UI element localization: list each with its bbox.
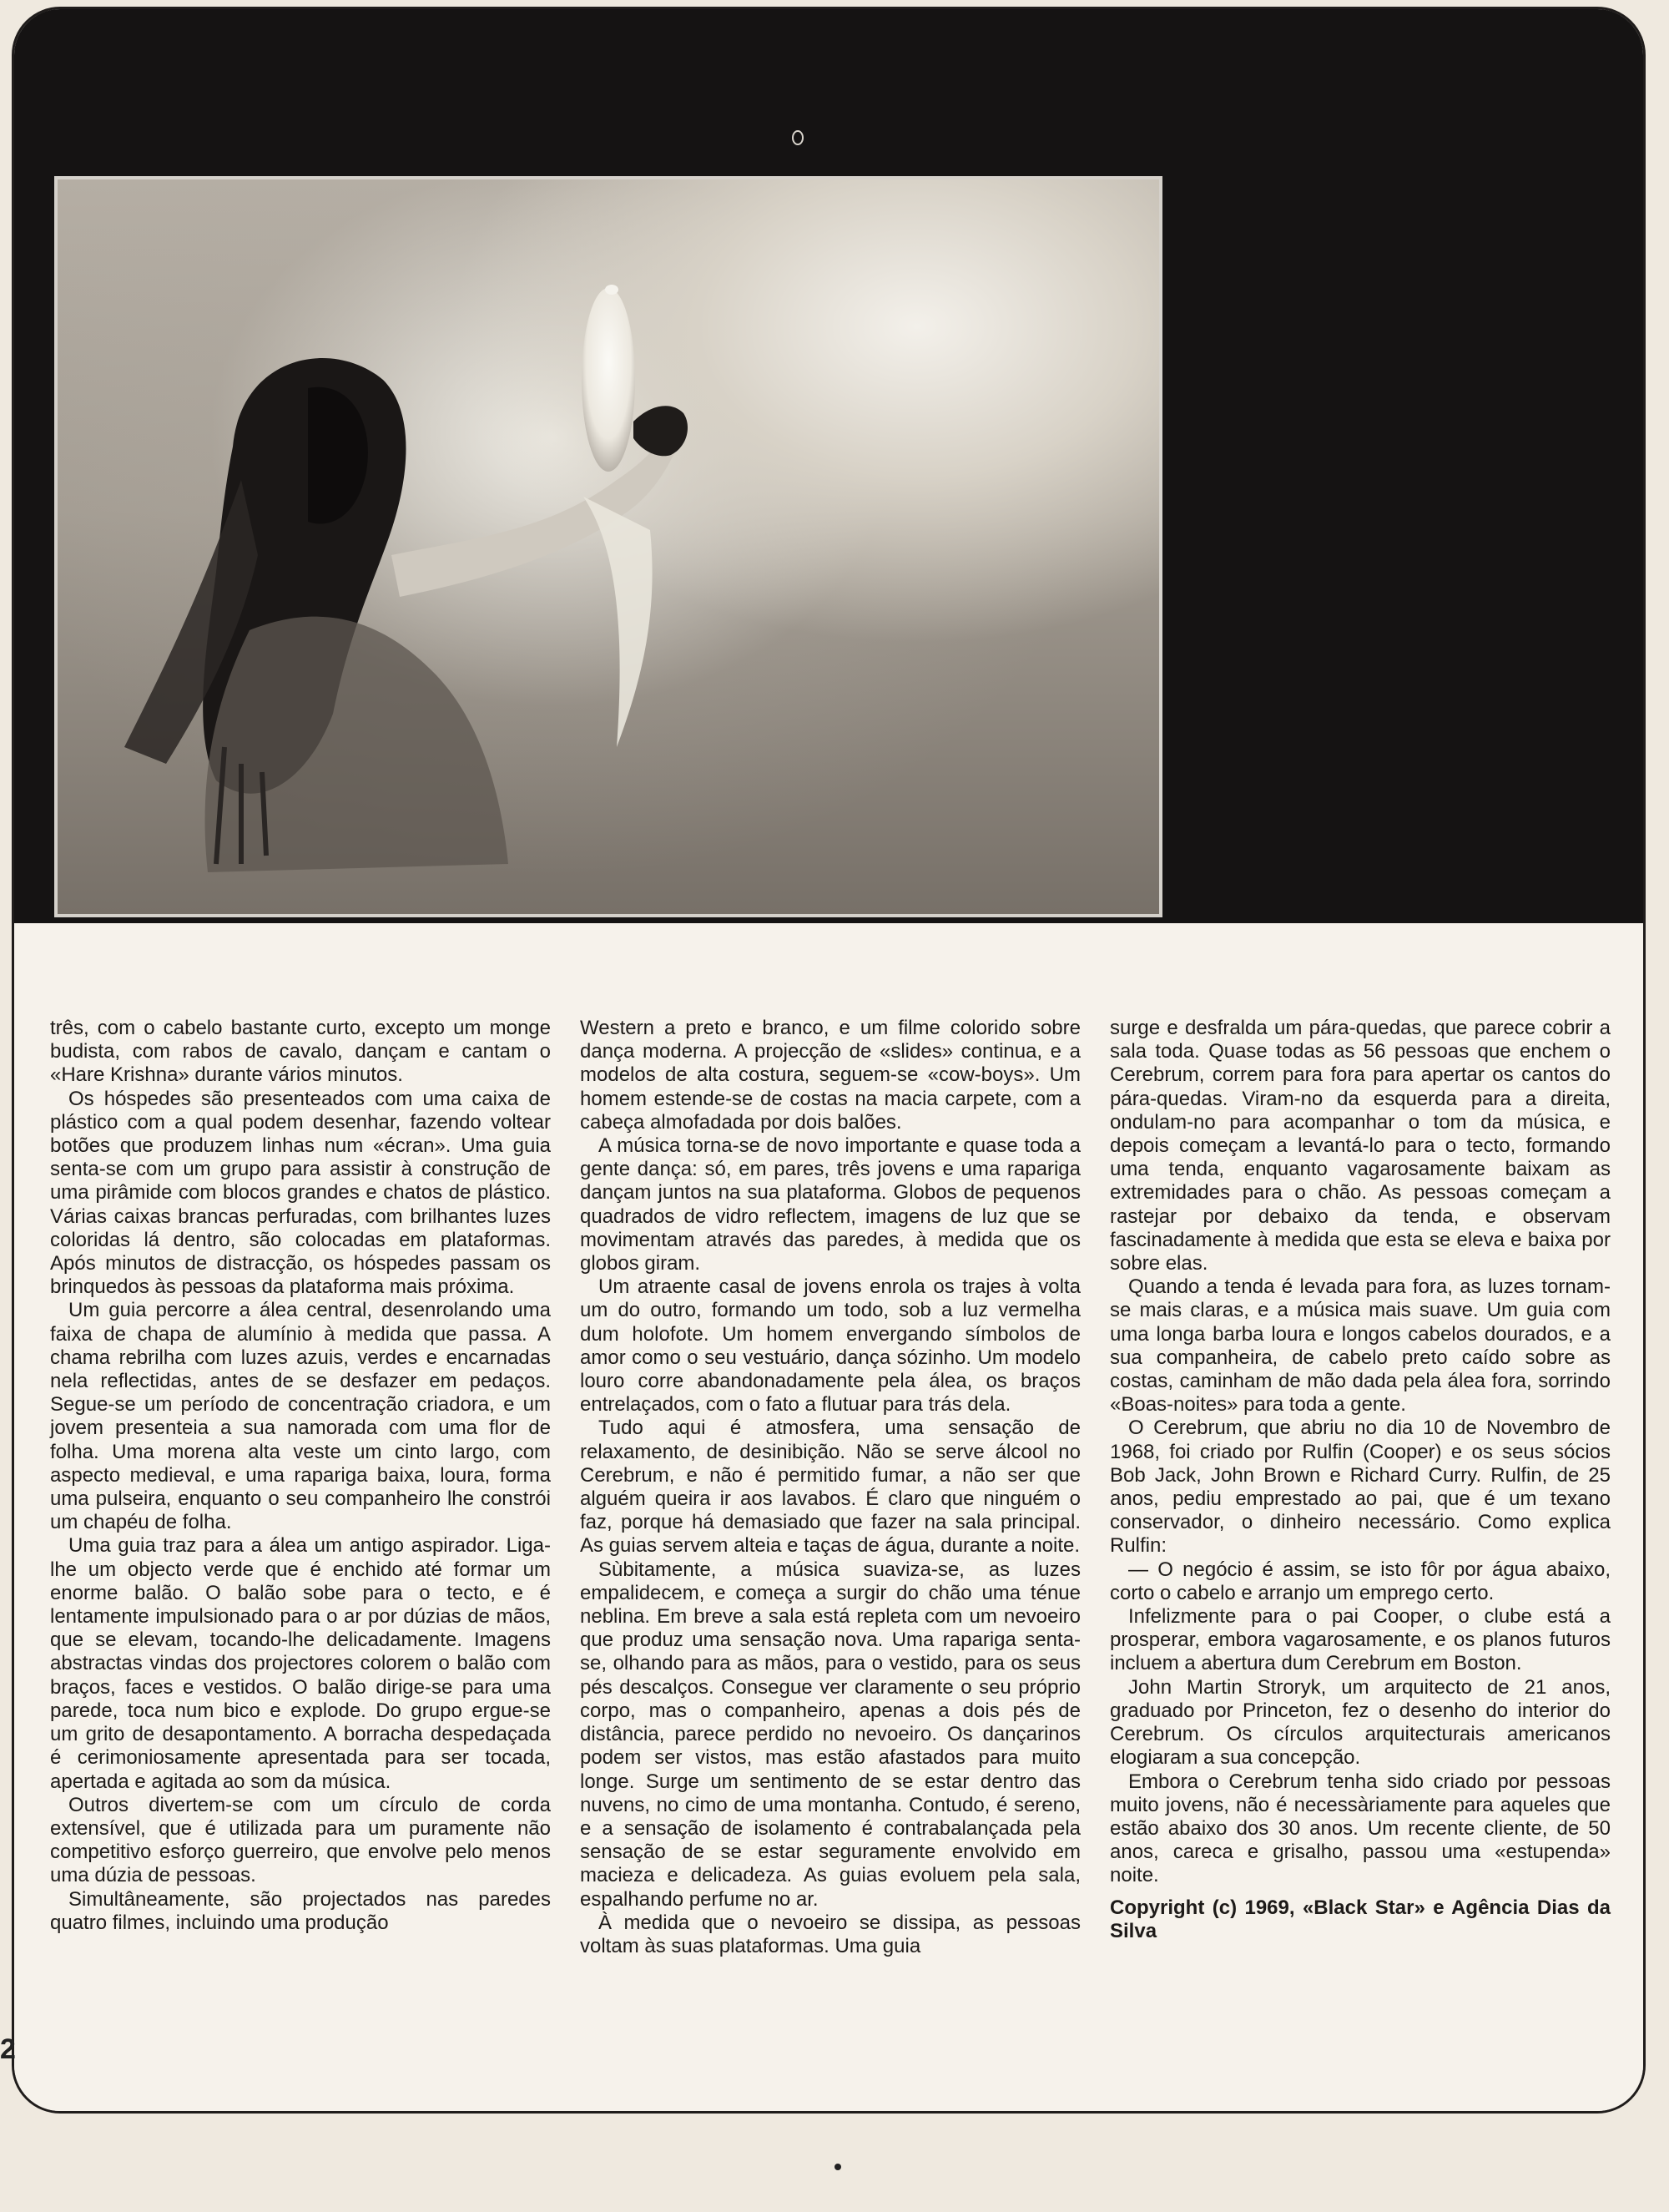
paragraph: Sùbitamente, a música suaviza-se, as luzes empalidecem, e começa a surgir do chão uma ténue neblina. Em breve a sala está repleta com um nevoeiro que produz uma sensação nova. Uma rapariga senta-se, olhando para as mãos, para o vestido, para os seus pés descalços. Consegue ver claramente o seu próprio corpo, mas o companheiro, apenas a dois pés de distância, parece perdido no nevoeiro. Os dançarinos podem ser vistos, mas estão afastados para muito longe. Surge um sentimento de se estar dentro das nuvens, no cimo de uma montanha. Contudo, é sereno, e a sensação de isolamento é contrabalançada pela sensação de se estar seguramente envolvido em macieza e delicadeza. As guias evoluem pela sala, espalhando perfume no ar. — [580, 1558, 1081, 1911]
paragraph: Western a preto e branco, e um filme colorido sobre dança moderna. A projecção de «slides» continua, e a modelos de alta costura, seguem-se «cow-boys». Um homem estende-se de costas na macia carpete, com a cabeça almofadada por dois balões. — [580, 1017, 1081, 1134]
decorative-dot — [792, 130, 804, 145]
paragraph: À medida que o nevoeiro se dissipa, as pessoas voltam às suas plataformas. Uma guia — [580, 1911, 1081, 1957]
paragraph: A música torna-se de novo importante e quase toda a gente dança: só, em pares, três jovens e uma rapariga dançam juntos na sua plataforma. Globos de pequenos quadrados de vidro reflectem, imagens de luz que se movimentam através das paredes, à medida que os globos giram. — [580, 1134, 1081, 1275]
article-photo — [54, 176, 1162, 917]
decorative-dot-bottom — [834, 2164, 841, 2170]
paragraph: John Martin Stroryk, um arquitecto de 21 anos, graduado por Princeton, fez o desenho do interior do Cerebrum. Os círculos arquitecturais americanos elogiaram a sua concepção. — [1110, 1675, 1611, 1770]
paragraph: três, com o cabelo bastante curto, excepto um monge budista, com rabos de cavalo, dançam e cantam o «Hare Krishna» durante vários minutos. — [50, 1017, 551, 1087]
paragraph: Um atraente casal de jovens enrola os trajes à volta um do outro, formando um todo, sob a luz vermelha dum holofote. Um homem envergando símbolos de amor como o seu vestuário, dança sózinho. Um modelo louro corre abandonadamente pela álea, os braços entrelaçados, com o fato a flutuar para trás dela. — [580, 1275, 1081, 1417]
paragraph: — O negócio é assim, se isto fôr por água abaixo, corto o cabelo e arranjo um emprego certo. — [1110, 1558, 1611, 1604]
paragraph: Os hóspedes são presenteados com uma caixa de plástico com a qual podem desenhar, fazendo voltear botões que produzem linhas num «écran». Uma guia senta-se com um grupo para assistir à construção de uma pirâmide com blocos grandes e chatos de plástico. Várias caixas brancas perfuradas, com brilhantes luzes coloridas lá dentro, são colocadas em plataformas. Após minutos de distracção, os hóspedes passam os brinquedos às pessoas da plataforma mais próxima. — [50, 1087, 551, 1299]
paragraph: Quando a tenda é levada para fora, as luzes tornam-se mais claras, e a música mais suave. Um guia com uma longa barba loura e longos cabelos dourados, e a sua companheira, de cabelo preto caído sobre as costas, caminham de mão dada pela álea fora, sorrindo «Boas-noites» para toda a gente. — [1110, 1275, 1611, 1417]
paragraph: surge e desfralda um pára-quedas, que parece cobrir a sala toda. Quase todas as 56 pessoas que enchem o Cerebrum, correm para fora para apertar os cantos do pára-quedas. Viram-no da esquerda para a direita, ondulam-no para acompanhar o tom da música, e depois começam a levantá-lo para o tecto, formando uma tenda, enquanto vagarosamente baixam as extremidades para o chão. As pessoas começam a rastejar por debaixo da tenda, e observam fascinadamente à medida que esta se eleva e baixa por sobre elas. — [1110, 1017, 1611, 1275]
woman-with-balloon-illustration — [116, 280, 1101, 897]
paragraph: Infelizmente para o pai Cooper, o clube está a prosperar, embora vagarosamente, e os planos futuros incluem a abertura dum Cerebrum em Boston. — [1110, 1605, 1611, 1675]
paragraph: O Cerebrum, que abriu no dia 10 de Novembro de 1968, foi criado por Rulfin (Cooper) e os seus sócios Bob Jack, John Brown e Richard Curry. Rulfin, de 25 anos, pediu emprestado ao pai, que é um texano conservador, o dinheiro necessário. Como explica Rulfin: — [1110, 1417, 1611, 1558]
article-column-2 — [580, 1017, 1081, 1958]
page-number: 2 — [0, 2033, 16, 2065]
paragraph: Embora o Cerebrum tenha sido criado por pessoas muito jovens, não é necessàriamente para aqueles que estão abaixo dos 30 anos. Um recente cliente, de 50 anos, careca e grisalho, passou uma «estupenda» noite. — [1110, 1770, 1611, 1887]
article-column-1 — [50, 1017, 551, 1935]
article-column-3 — [1110, 1017, 1611, 1943]
paragraph: Outros divertem-se com um círculo de corda extensível, que é utilizada para um puramente não competitivo esforço guerreiro, que envolve pelo menos uma dúzia de pessoas. — [50, 1793, 551, 1887]
paragraph: Um guia percorre a álea central, desenrolando uma faixa de chapa de alumínio à medida que passa. A chama rebrilha com luzes azuis, verdes e encarnadas nela reflectidas, antes de se desfazer em pedaços. Segue-se um período de concentração criadora, e um jovem presenteia a sua namorada com uma flor de folha. Uma morena alta veste um cinto largo, com aspecto medieval, e uma rapariga baixa, loura, forma uma pulseira, enquanto o seu companheiro lhe constrói um chapéu de folha. — [50, 1299, 551, 1534]
paragraph: Uma guia traz para a álea um antigo aspirador. Liga-lhe um objecto verde que é enchido até formar um enorme balão. O balão sobe para o tecto, e é lentamente impulsionado para o ar por dúzias de mãos, que se elevam, tocando-lhe delicadamente. Imagens abstractas vindas dos projectores colorem o balão com braços, faces e vestidos. O balão dirige-se para uma parede, toca num bico e explode. Do grupo ergue-se um grito de desapontamento. A borracha despedaçada é cerimoniosamente apresentada para ser tocada, apertada e agitada ao som da música. — [50, 1534, 551, 1793]
paragraph: Simultâneamente, são projectados nas paredes quatro filmes, incluindo uma produção — [50, 1887, 551, 1934]
paragraph: Tudo aqui é atmosfera, uma sensação de relaxamento, de desinibição. Não se serve álcool no Cerebrum, e não é permitido fumar, a não ser que alguém queira ir aos lavabos. É claro que ninguém o faz, porque há demasiado que fazer na sala principal. As guias servem alteia e taças de água, durante a noite. — [580, 1417, 1081, 1558]
copyright-notice: Copyright (c) 1969, «Black Star» e Agência Dias da Silva — [1110, 1896, 1611, 1942]
photo-backdrop — [14, 9, 1643, 923]
